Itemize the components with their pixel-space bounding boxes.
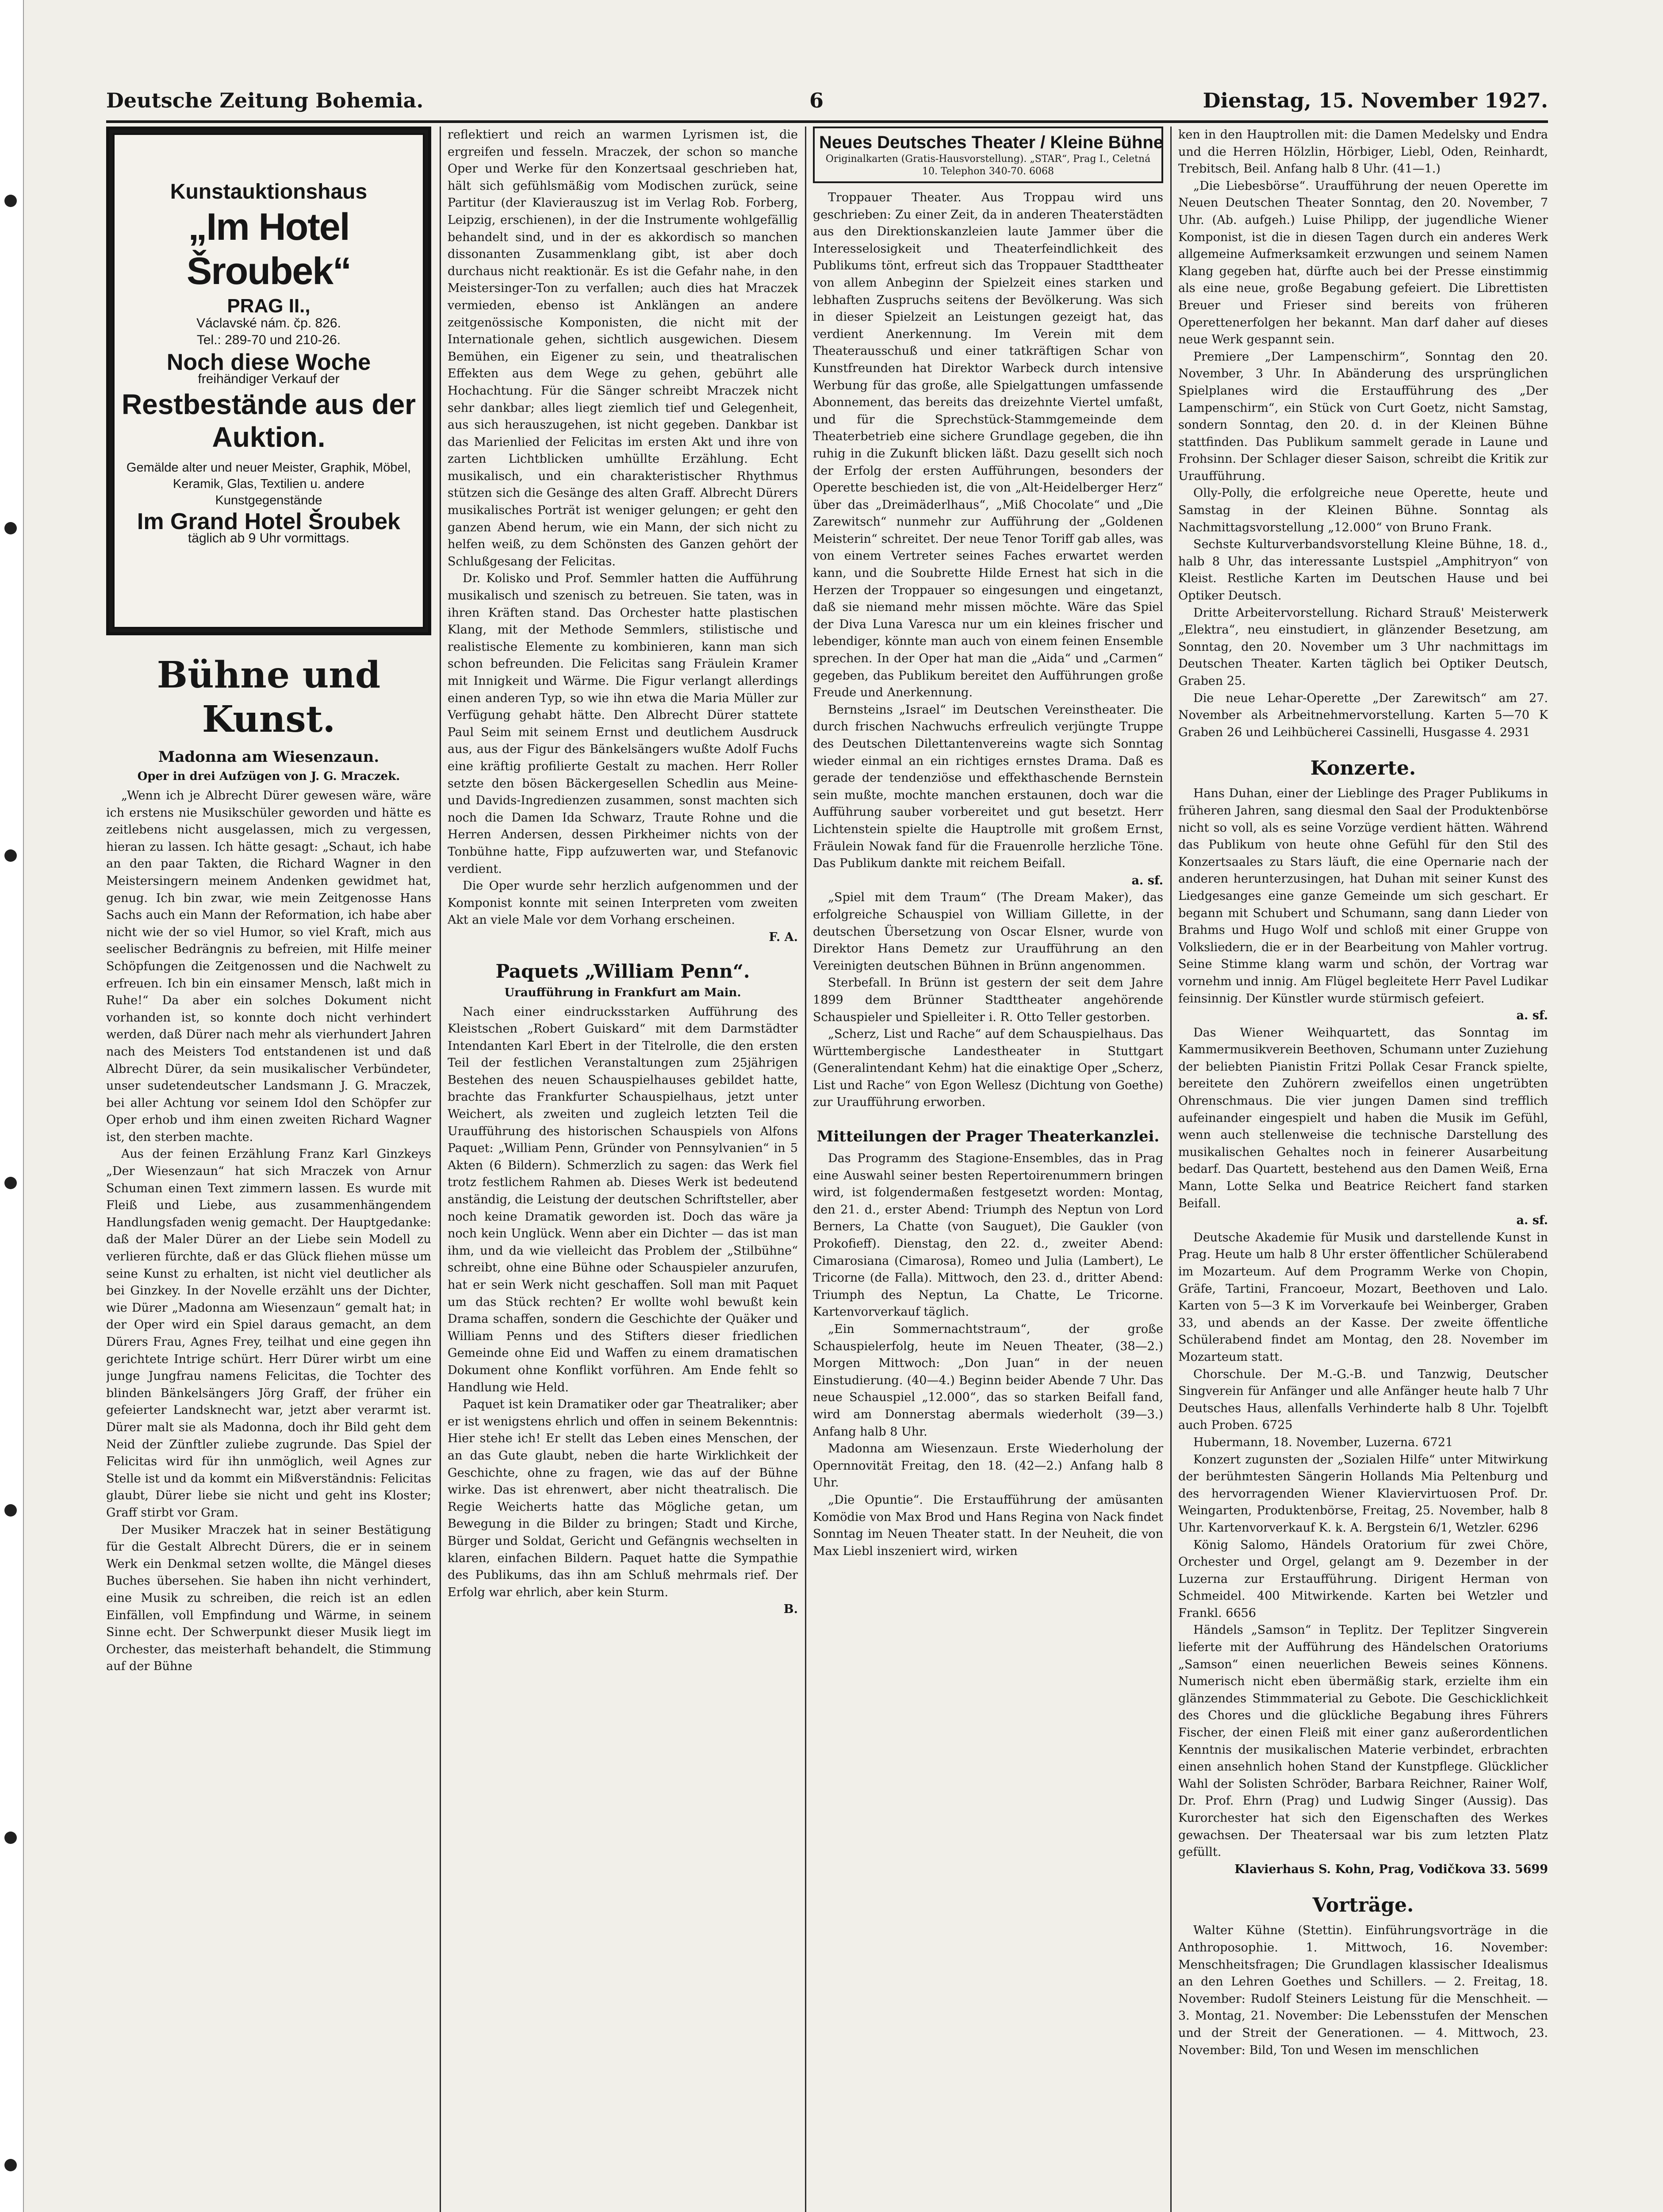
theater-box-subtitle: Originalkarten (Gratis-Hausvorstellung). „STAR“, Prag I., Celetná 10. Telephon 340-70. 6068 [825,154,1151,177]
section-title-concerts: Konzerte. [1310,757,1416,780]
news-paragraph: Chorschule. Der M.-G.-B. und Tanzwig, Deutscher Singverein für Anfänger und alle Anfänger heute halb 7 Uhr Deutsches Haus, allenfalls Verhinderte halb 8 Uhr. Tojelbft auch Proben. 6725 [1178,1367,1548,1432]
ad-free-sale: freihändiger Verkauf der [198,372,340,387]
news-paragraph: Die neue Lehar-Operette „Der Zarewitsch“ am 27. November als Arbeitnehmervorstellung. Karten 5—70 K Graben 26 und Leihbücherei Cassinelli, Husgasse 4. 2931 [1178,691,1548,739]
punch-hole [4,1504,17,1517]
header-rule [106,120,1548,123]
punch-hole [4,522,17,534]
author-signature: a. sf. [1516,1009,1548,1023]
ad-company: Kunstauktionshaus [170,180,368,204]
column-rule [440,127,441,2212]
issue-date: Dienstag, 15. November 1927. [1203,88,1548,112]
article-title: Paquets „William Penn“. [495,960,750,982]
column-rule [805,127,806,2212]
author-signature: F. A. [769,930,798,944]
news-paragraph: Walter Kühne (Stettin). Einführungsvorträge in die Anthroposophie. 1. Mittwoch, 16. November: Menschheitsfragen; Die Grundlagen klassischer Idealismus an den Lehren Goethes und Schillers. — 2. Freitag, 18. November: Rudolf Steiners Leistung für die Menschheit. — 3. Montag, 21. November: Die Lebensstufen der Menschen und der Streit der Generationen. — 4. Mittwoch, 23. November: Bild, Ton und Wesen im menschlichen [1178,1924,1548,2057]
section-title: Bühne und Kunst. [157,654,381,741]
ad-item-list: Gemälde alter und neuer Meister, Graphik, Möbel, Keramik, Glas, Textilien u. andere Kunstgegenstände [126,460,411,507]
newspaper-name: Deutsche Zeitung Bohemia. [106,88,424,112]
news-paragraph: Das Wiener Weihquartett, das Sonntag im Kammermusikverein Beethoven, Schumann unter Zuziehung der beliebten Pianistin Fritzi Pollak Cesar Franck spielte, bereitete den Zuhörern zweifellos einen ungetrübten Ohrenschmaus. Die vier jungen Damen sind trefflich aufeinander eingespielt und haben die Musik im Gefühl, wenn auch stellenweise die technische Darstellung des musikalischen Gehaltes noch in feinerer Ausarbeitung bedarf. Das Quartett, bestehend aus den Damen Weiß, Erna Mann, Lotte Selka und Beatrice Reichert fand starken Beifall. [1178,1025,1548,1210]
punch-hole [4,1177,17,1189]
article-paragraph: Paquet ist kein Dramatiker oder gar Theatraliker; aber er ist wenigstens ehrlich und offen in seinem Bekenntnis: Hier stehe ich! Er stellt das Leben eines Menschen, der an das Gute glaubt, neben die harte Wirklichkeit der Geschichte, ohne zu fragen, wie das auf der Bühne wirke. Das ist ehrenwert, aber nicht theatralisch. Die Regie Weicherts hatte das Mögliche getan, um Bewegung in die Bilder zu bringen; Stadt und Kirche, Bürger und Soldat, Gericht und Gefängnis wechselten in klaren, einfachen Bildern. Paquet hatte die Sympathie des Publikums, das ihn am Schluß mehrmals rief. Der Erfolg war ehrlich, aber kein Sturm. [448,1398,798,1599]
theater-box-title: Neues Deutsches Theater / Kleine Bühne [819,133,1163,152]
ad-grand-hotel: Im Grand Hotel Šroubek [137,508,401,534]
news-paragraph: ken in den Hauptrollen mit: die Damen Medelsky und Endra und die Herren Hölzlin, Hörbiger, Liebl, Oden, Reinhardt, Trebitsch, Beil. Anfang halb 8 Uhr. (41—1.) [1178,128,1548,176]
news-paragraph: Premiere „Der Lampenschirm“, Sonntag den 20. November, 3 Uhr. In Abänderung des ursprünglichen Spielplanes wird die Erstaufführung des „Der Lampenschirm“, ein Stück von Curt Goetz, nicht Samstag, sondern Sonntag, den 20. d. in der Kleinen Bühne stattfinden. Das Publikum sammelt gerade in Laune und Frohsinn. Der Schlager dieser Saison, schreibt die Kritik zur Uraufführung. [1178,349,1548,483]
article-paragraph: Dr. Kolisko und Prof. Semmler hatten die Aufführung musikalisch und szenisch zu betreuen. Sie taten, was in ihren Kräften stand. Das Orchester hatte plastischen Klang, mit der Methode Semmlers, stilistische und realistische Elemente zu kombinieren, kann man sich schon befreunden. Die Felicitas sang Fräulein Kramer mit Innigkeit und Wärme. Die Figur verlangt allerdings einen anderen Typ, so wie ihn etwa die Maria Müller zur Verfügung gehabt hätte. Den Albrecht Dürer stattete Paul Seim mit seinem Ernst und deutlichem Ausdruck aus, aus der Figur des Bänkelsängers wußte Adolf Fuchs eine kräftig profilierte Gestalt zu machen. Herr Roller setzte den bösen Bäckergesellen Schedlin aus Meine- und Davids-Ingredienzen zusammen, sonst machten sich noch die Damen Ida Schwarz, Traute Rohne und die Herren Andersen, dessen Pirkheimer nichts von der Tonbühne hatte, Fipp aufzuwerten war, und Stefanovic verdient. [448,572,798,876]
column-4 [1178,127,1548,2212]
news-paragraph: Sterbefall. In Brünn ist gestern der seit dem Jahre 1899 dem Brünner Stadttheater angehörende Schauspieler und Spielleiter i. R. Otto Teller gestorben. [813,976,1163,1024]
article-paragraph: Nach einer eindrucksstarken Aufführung des Kleistschen „Robert Guiskard“ mit dem Darmstädter Intendanten Karl Ebert in der Titelrolle, die den ersten Teil der festlichen Veranstaltungen zum 25jährigen Bestehen des neuen Schauspielhauses gebildet hatte, brachte das Frankfurter Schauspielhaus, jetzt unter Weichert, als zweiten und zugleich letzten Teil die Uraufführung des historischen Schauspiels von Alfons Paquet: „William Penn, Gründer von Pennsylvanien“ in 5 Akten (6 Bildern). Schmerzlich zu sagen: das Werk fiel trotz festlichem Rahmen ab. Dieses Werk ist bedeutend anständig, die Leistung der deutschen Schriftsteller, aber noch keine Dramatik geworden ist. Doch das wäre ja noch kein Unglück. Wenn aber ein Dichter — das ist man ihm, und da wie vielleicht das Problem der „Stilbühne“ schreibt, ohne eine Bühne oder Schauspieler anzurufen, hat er sein Werk nicht geschaffen. Soll man mit Paquet um das Stück rechten? Er wollte wohl bewußt kein Drama schaffen, sondern die Geschichte der Quäker und William Penns und des Stifters dieser friedlichen Gemeinde ohne Eid und Waffen zu einem dramatischen Dokument ohne Konflikt vorführen. Am Ende fehlt so Handlung wie Held. [448,1005,798,1394]
column-rule [1170,127,1172,2212]
article-paragraph: „Wenn ich je Albrecht Dürer gewesen wäre, wäre ich erstens nie Musikschüler geworden und hätte es zeitlebens nicht ausgelassen, mich zu vergessen, hieran zu lassen. Ich hätte gesagt: „Schaut, ich habe an den paar Takten, die Richard Wagner in den Meistersingern meinem Andenken gewidmet hat, genug. Ich bin zwar, wie mein Zeitgenosse Hans Sachs auch ein Mann der Reformation, ich habe aber nicht wie der so viel Humor, so viel Kraft, mich aus seelischer Bedrängnis zu befreien, mit Hilfe meiner Schöpfungen die Zeitgenossen und die Nachwelt zu erfreuen. Ich bin ein einsamer Mensch, laßt mich in Ruhe!“ Da aber ein solches Dokument nicht vorhanden ist, so konnte doch nicht verhindert werden, daß Dürer nach mehr als vierhundert Jahren nach des Meisters Tod entstandenen ist und daß Albrecht Dürer, da sein musikalischer Verbündeter, unser sudetendeutscher Landsmann J. G. Mraczek, bei aller Achtung vor seinem Idol den Schöpfer zur Oper erhob und ihm einen zweiten Richard Wagner ist, den sterben machte. [106,789,431,1144]
news-paragraph: Deutsche Akademie für Musik und darstellende Kunst in Prag. Heute um halb 8 Uhr erster öffentlicher Schülerabend im Mozarteum. Auf dem Programm Werke von Chopin, Gräfe, Tartini, Francoeur, Mozart, Beethoven und Lalo. Karten von 5—3 K im Vorverkaufe bei Weinberger, Graben 33, und abends an der Kasse. Der zweite öffentliche Schülerabend findet am Montag, den 28. November im Mozarteum statt. [1178,1230,1548,1364]
news-paragraph: Dritte Arbeitervorstellung. Richard Strauß' Meisterwerk „Elektra“, neu einstudiert, in glänzender Besetzung, am Sonntag, den 20. November um 3 Uhr nachmittags im Deutschen Theater. Karten täglich bei Optiker Deutsch, Graben 25. [1178,606,1548,688]
theater-box [813,127,1163,183]
punch-hole [4,849,17,862]
page-header [106,88,1548,115]
punch-hole [4,1832,17,1844]
section-title-lectures: Vorträge. [1312,1894,1414,1917]
ad-opening-hours: täglich ab 9 Uhr vormittags. [188,531,350,546]
news-paragraph: Hans Duhan, einer der Lieblinge des Prager Publikums in früheren Jahren, sang diesmal den Saal der Produktenbörse nicht so voll, als es seine Vorzüge verdient hätten. Während das Publikum von heute ohne Gefühl für den Stil des Konzertsaales zu Stars läuft, die eine Opernarie nach der anderen herunterzusingen, hat Duhan mit seiner Kunst des Liedgesanges eine ganze Gemeinde um sich geschart. Er begann mit Schubert und Schumann, sang dann Lieder von Brahms und Hugo Wolf und schloß mit einer Gruppe von Volksliedern, die er in der Bearbeitung von Mahler vortrug. Seine Stimme klang warm und schön, der Vortrag war vornehm und innig. Am Flügel begleitete Herr Pavel Ludikar feinsinnig. Der Künstler wurde stürmisch gefeiert. [1178,787,1548,1006]
news-paragraph: Olly-Polly, die erfolgreiche neue Operette, heute und Samstag in der Kleinen Bühne. Sonntag als Nachmittagsvorstellung „12.000“ von Bruno Frank. [1178,486,1548,534]
news-paragraph: „Ein Sommernachtstraum“, der große Schauspielerfolg, heute im Neuen Theater, (38—2.) Morgen Mittwoch: „Don Juan“ in der neuen Einstudierung. (40—4.) Beginn beider Abende 7 Uhr. Das neue Schauspiel „12.000“, das so starken Beifall fand, wird am Donnerstag abermals wiederholt (39—3.) Anfang halb 8 Uhr. [813,1322,1163,1439]
news-paragraph: „Die Opuntie“. Die Erstaufführung der amüsanten Komödie von Max Brod und Hans Regina von Nack findet Sonntag im Neuen Theater statt. In der Neuheit, die von Max Liebl inszeniert wird, wirken [813,1493,1163,1558]
ad-address: Václavské nám. čp. 826. [196,315,341,330]
punch-hole [4,195,17,207]
article-title: Madonna am Wiesenzaun. [158,748,379,766]
author-signature: a. sf. [1131,873,1163,887]
section-heading: Mitteilungen der Prager Theaterkanzlei. [816,1128,1160,1146]
news-paragraph: Hubermann, 18. November, Luzerna. 6721 [1193,1435,1453,1449]
author-signature: B. [783,1602,798,1617]
ad-this-week: Noch diese Woche [166,349,371,375]
page-number: 6 [809,88,824,112]
news-paragraph: Konzert zugunsten der „Sozialen Hilfe“ unter Mitwirkung der berühmtesten Sängerin Hollands Mia Peltenburg und des hervorragenden Wiener Klaviervirtuosen Prof. Dr. Weingarten, Produktenbörse, Freitag, 25. November, halb 8 Uhr. Kartenvorverkauf K. k. A. Bergstein 6/1, Wetzler. 6296 [1178,1452,1548,1535]
news-paragraph: Das Programm des Stagione-Ensembles, das in Prag eine Auswahl seiner besten Repertoirenummern bringen wird, ist folgendermaßen festgesetzt worden: Montag, den 21. d., erster Abend: Triumph des Neptun von Lord Berners, La Chatte (von Sauguet), Die Gaukler (von Prokofieff). Dienstag, den 22. d., zweiter Abend: Cimarosiana (Cimarosa), Romeo und Julia (Lambert), Le Tricorne (de Falla). Mittwoch, den 23. d., dritter Abend: Triumph des Neptun, La Chatte, Le Tricorne. Kartenvorverkauf täglich. [813,1152,1163,1319]
author-signature: a. sf. [1516,1214,1548,1228]
news-paragraph: Troppauer Theater. Aus Troppau wird uns geschrieben: Zu einer Zeit, da in anderen Theaterstädten aus den Direktionskanzleien laute Jammer über die Interesselosigkeit und Theaterfeindlichkeit des Publikums tönt, erfreut sich das Troppauer Stadttheater von allem Anbeginn der Spielzeit eines starken und lebhaften Zuspruchs seitens der Bevölkerung. Was sich in dieser Spielzeit an Leistungen gezeigt hat, das verdient Anerkennung. Im Verein mit dem Theaterausschuß und einer tatkräftigen Schar von Kunstfreunden hat Direktor Warbeck durch intensive Werbung für das große, alle Spielgattungen umfassende Abonnement, das bereits das dreizehnte Viertel umfaßt, und für die Sprechstück-Stammgemeinde dem Theaterbetrieb eine sichere Grundlage gegeben, die ihn ruhig in die Zukunft blicken läßt. Dazu gesellt sich noch der Erfolg der ersten Aufführungen, besonders der Operette beschieden ist, die von „Alt-Heidelberger Herz“ über das „Dreimäderlhaus“, „Miß Chocolate“ und „Die Zarewitsch“ nunmehr zur Aufführung der „Goldenen Meisterin“ schreitet. Der neue Tenor Toriff gab alles, was von einem Vertreter seines Faches erwartet werden kann, und die Soubrette Hilde Ernest hat sich in die Herzen der Troppauer so eingesungen und eingetanzt, daß sie niemand mehr missen möchte. Wäre das Spiel der Diva Luna Varesca nur um ein kleines frischer und lebendiger, könnte man auch von einem feinen Ensemble sprechen. In der Oper hat man die „Aida“ und „Carmen“ gegeben, das Publikum bereitet den Aufführungen große Freude und Anerkennung. [813,191,1163,700]
column-3 [813,127,1163,2212]
article-paragraph: reflektiert und reich an warmen Lyrismen ist, die ergreifen und fesseln. Mraczek, der schon so manche Oper und Werke für den Konzertsaal geschrieben hat, hält sich gefühlsmäßig vom Modischen zurück, seine Partitur (der Klavierauszug ist im Verlag Rob. Forberg, Leipzig, erschienen), in der die Instrumente wohlgefällig behandelt sind, und in der es akkordisch so manchen dissonanten Zusammenklang gibt, ist aber doch durchaus nicht reaktionär. Es ist die Gefahr nahe, in den Meistersinger-Ton zu verfallen; auch dies hat Mraczek vermieden, ebenso ist Anklängen an andere zeitgenössische Komponisten, die nicht mit der Internationale gehen, sichtlich ausgewichen. Diesem Bemühen, ein Eigener zu sein, und theatralischen Effekten aus dem Wege zu gehen, gebührt alle Hochachtung. Für die Sänger schreibt Mraczek nicht sehr dankbar; alles liegt ziemlich tief und Gelegenheit, aus sich herauszugehen, ist nicht gegeben. Dankbar ist das Marienlied der Felicitas im ersten Akt und ihre von zarten Lichtblicken umhüllte Erzählung. Echt musikalisch, und ein charakteristischer Rhythmus stützen sich die Gesänge des alten Graff. Albrecht Dürers musikalisches Porträt ist weniger gelungen; er geht den ganzen Abend herum, wie ein Mann, der sich nicht zu helfen weiß, zu dem Schönsten des Ganzen gehört der Schlußgesang der Felicitas. [448,128,798,568]
ad-hotel-name: „Im Hotel Šroubek“ [186,206,351,292]
news-paragraph: „Spiel mit dem Traum“ (The Dream Maker), das erfolgreiche Schauspiel von William Gillette, in der deutschen Übersetzung von Oscar Elsner, wurde von Direktor Hans Demetz zur Uraufführung an den Vereinigten deutschen Bühnen in Brünn angenommen. [813,891,1163,973]
column-2 [448,127,798,2212]
binding-strip [0,0,24,2212]
article-subtitle: Oper in drei Aufzügen von J. G. Mraczek. [137,770,400,783]
auction-advertisement [106,127,431,635]
column-1 [106,127,431,2212]
ad-city: PRAG II., [227,295,310,317]
ad-remaining-stock: Restbestände aus der Auktion. [121,388,416,453]
article-subtitle: Uraufführung in Frankfurt am Main. [504,986,741,999]
news-paragraph: König Salomo, Händels Oratorium für zwei Chöre, Orchester und Orgel, gelangt am 9. Dezember in der Luzerna zur Erstaufführung. Dirigent Herman von Schmeidel. 400 Mitwirkende. Karten bei Wetzler und Frankl. 6656 [1178,1538,1548,1620]
news-paragraph: Bernsteins „Israel“ im Deutschen Vereinstheater. Die durch frischen Nachwuchs erfreulich verjüngte Truppe des Deutschen Dilettantenvereins wagte sich Sonntag wieder einmal an ein richtiges ernstes Drama. Daß es gerade der tendenziöse und effekthaschende Bernstein sein mußte, mochte manchen erstaunen, doch war die Aufführung sauber vorbereitet und gut besetzt. Herr Lichtenstein spielte die Hauptrolle mit großem Ernst, Fräulein Nowak fand für die Frauenrolle herzliche Töne. Das Publikum dankte mit reichem Beifall. [813,703,1163,871]
advertiser-line: Klavierhaus S. Kohn, Prag, Vodičkova 33. 5699 [1234,1862,1548,1876]
news-paragraph: „Die Liebesbörse“. Uraufführung der neuen Operette im Neuen Deutschen Theater Sonntag, den 20. November, 7 Uhr. (Ab. aufgeh.) Luise Philipp, der jugendliche Wiener Komponist, ist die in diesen Tagen durch ein anderes Werk allgemeine Aufmerksamkeit erzwungen und seinem Namen Klang gegeben hat, dürfte auch bei der Presse einstimmig als eine neue, große Begabung gefeiert. Die Librettisten Breuer und Frieser sind bereits von früheren Operettenerfolgen her bekannt. Man darf daher auf dieses neue Werk gespannt sein. [1178,179,1548,347]
news-paragraph: „Scherz, List und Rache“ auf dem Schauspielhaus. Das Württembergische Landestheater in Stuttgart (Generalintendant Kehm) hat die einaktige Oper „Scherz, List und Rache“ von Egon Wellesz (Dichtung von Goethe) zur Uraufführung erworben. [813,1027,1163,1110]
article-paragraph: Die Oper wurde sehr herzlich aufgenommen und der Komponist konnte mit seinen Interpreten vom zweiten Akt an viele Male vor dem Vorhang erscheinen. [448,879,798,927]
news-paragraph: Sechste Kulturverbandsvorstellung Kleine Bühne, 18. d., halb 8 Uhr, das interessante Lustspiel „Amphitryon“ von Kleist. Restliche Karten im Deutschen Hause und bei Optiker Deutsch. [1178,538,1548,603]
article-paragraph: Der Musiker Mraczek hat in seiner Bestätigung für die Gestalt Albrecht Dürers, die er in seinem Werk ein Denkmal setzen wollte, die Mängel dieses Buches übersehen. Sie haben ihn nicht verhindert, eine Musik zu schreiben, die reich ist an edlen Einfällen, voll Empfindung und Wärme, in seinem Sinne echt. Der Schwerpunkt dieser Musik liegt im Orchester, das meisterhaft behandelt, die Stimmung auf der Bühne [106,1523,431,1674]
punch-hole [4,2159,17,2171]
advertisement-frame [113,133,425,629]
article-paragraph: Aus der feinen Erzählung Franz Karl Ginzkeys „Der Wiesenzaun“ hat sich Mraczek von Arnur Schuman einen Text zimmern lassen. Es wurde mit Fleiß und Liebe, aus zusammenhängendem Handlungsfaden wenig gemacht. Der Hauptgedanke: daß der Maler Dürer an der Liebe sein Modell zu verlieren fürchte, daß er das Glück fliehen müsse um seine Kunst zu erhalten, ist nicht viel deutlicher als bei Ginzkey. In der Novelle erzählt uns der Dichter, wie Dürer „Madonna am Wiesenzaun“ gemalt hat; in der Oper wird ein Spiel daraus gemacht, an dem Dürers Frau, Agnes Frey, teilhat und eine gegen ihn gerichtete Intrige schürt. Herr Dürer wirbt um eine junge Jungfrau namens Felicitas, die Tochter des blinden Bänkelsängers Jörg Graff, der früher ein gefeierter Landsknecht war, jetzt aber verarmt ist. Dürer malt sie als Madonna, doch ihr Bild geht dem Neid der Zünftler zuliebe zugrunde. Das Spiel der Felicitas wird für ihn unmöglich, weil Agnes zur Stelle ist und da kommt ein Mißverständnis: Felicitas glaubt, Dürer liebe sie nicht und geht ins Kloster; Graff stirbt vor Gram. [106,1147,431,1520]
news-paragraph: Madonna am Wiesenzaun. Erste Wiederholung der Opernnovität Freitag, den 18. (42—2.) Anfang halb 8 Uhr. [813,1442,1163,1490]
news-paragraph: Händels „Samson“ in Teplitz. Der Teplitzer Singverein lieferte mit der Aufführung des Händelschen Oratoriums „Samson“ einen neuerlichen Beweis seines Könnens. Numerisch nicht eben übermäßig stark, erzielte ihm ein glänzendes Stimmmaterial zu Gebote. Die Geschicklichkeit des Chores und die glückliche Begabung ihres Führers Fischer, der einen Fleiß mit einer ganz außerordentlichen Kenntnis der musikalischen Materie verbindet, erbrachten einen ansehnlich hohen Stand der Kunstpflege. Glücklicher Wahl der Solisten Schröder, Barbara Reichner, Rainer Wolf, Dr. Prof. Ehrn (Prag) und Ludwig Singer (Aussig). Das Kurorchester hat sich den Eigenschaften des Werkes gewachsen. Der Theatersaal war bis zum letzten Platz gefüllt. [1178,1623,1548,1859]
ad-telephone: Tel.: 289-70 und 210-26. [196,332,341,347]
